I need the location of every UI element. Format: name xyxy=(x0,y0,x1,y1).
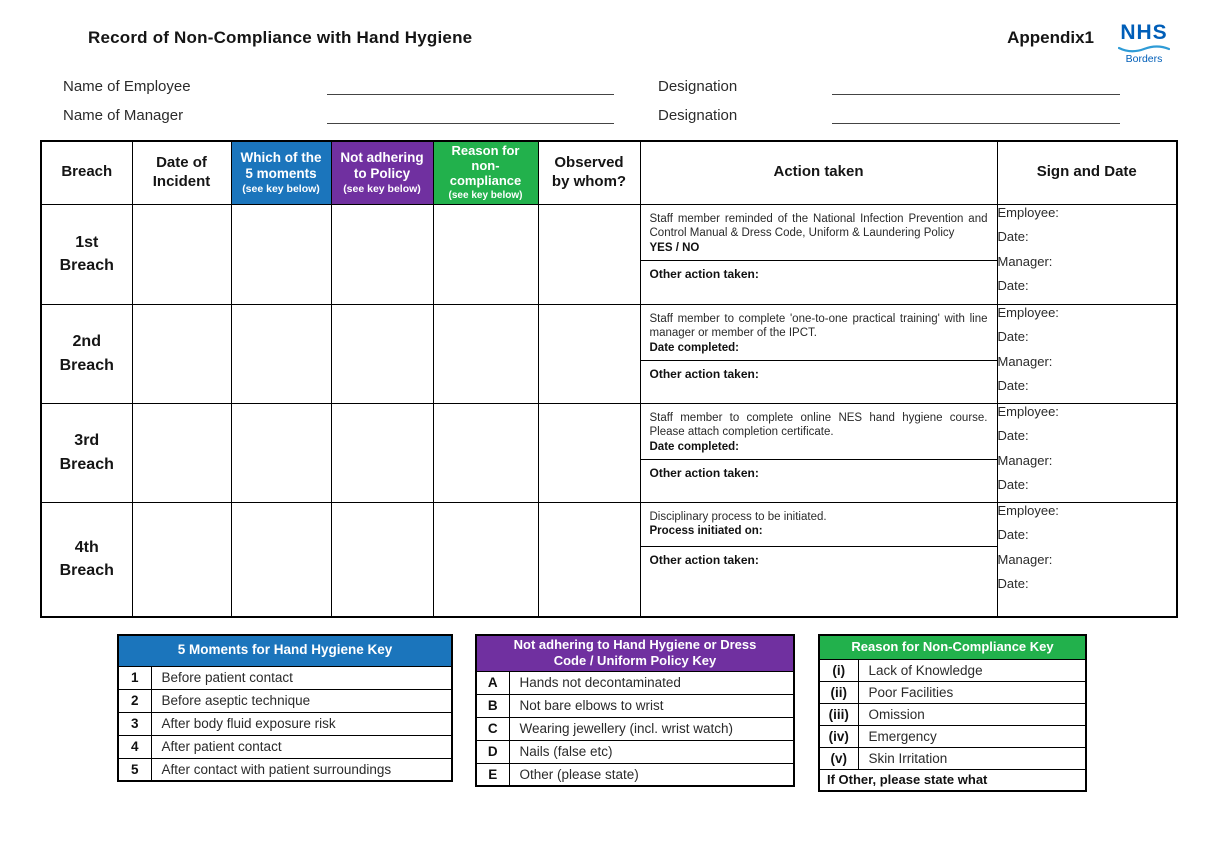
other-action-label: Other action taken: xyxy=(649,552,759,567)
manager-sign-label: Manager: xyxy=(997,452,1053,468)
key-label: Emergency xyxy=(858,725,1086,747)
key-code: C xyxy=(476,717,509,740)
key-label: Other (please state) xyxy=(509,763,794,786)
key-row xyxy=(819,703,1086,725)
key-code: (v) xyxy=(819,747,858,769)
standard-action-section xyxy=(641,404,997,461)
key-label: Poor Facilities xyxy=(858,681,1086,703)
date-column-header: Date of Incident xyxy=(132,141,231,204)
other-action-label: Other action taken: xyxy=(649,267,759,282)
reason-cell xyxy=(433,304,538,403)
key-label: Skin Irritation xyxy=(858,747,1086,769)
manager-date-label: Date: xyxy=(997,576,1029,591)
manager-date-label: Date: xyxy=(997,378,1029,393)
key-label: Not bare elbows to wrist xyxy=(509,694,794,717)
breach-label-1: 1st Breach xyxy=(41,204,132,304)
employee-sign-label: Employee: xyxy=(997,403,1059,419)
designation-line-2 xyxy=(832,95,1120,124)
sign-and-date-cell xyxy=(997,502,1177,617)
policy-cell xyxy=(331,403,433,502)
standard-action-text: Staff member to complete online NES hand hygiene course. Please attach completion certificate. xyxy=(649,411,988,439)
manager-sign-label: Manager: xyxy=(997,253,1053,269)
action-column-header: Action taken xyxy=(640,141,997,204)
policy-key-title: Not adhering to Hand Hygiene or Dress Code / Uniform Policy Key xyxy=(476,635,794,671)
non-compliance-table xyxy=(40,140,1178,618)
date-completed-label: Date completed: xyxy=(649,342,739,355)
policy-cell xyxy=(331,304,433,403)
employee-date-label: Date: xyxy=(997,229,1029,244)
key-code: (iv) xyxy=(819,725,858,747)
standard-action-text: Disciplinary process to be initiated. xyxy=(649,510,827,523)
employee-name-label: Name of Employee xyxy=(63,78,191,95)
date-completed-label: Date completed: xyxy=(649,441,739,454)
five-moments-cell xyxy=(231,304,331,403)
key-code: 1 xyxy=(118,666,151,689)
five-moments-cell xyxy=(231,204,331,304)
action-taken-cell xyxy=(640,304,997,403)
key-label: After body fluid exposure risk xyxy=(151,712,452,735)
key-tables-section xyxy=(0,634,1224,814)
policy-cell xyxy=(331,502,433,617)
name-fields-section xyxy=(63,66,1224,124)
observed-column-header: Observed by whom? xyxy=(538,141,640,204)
appendix-label: Appendix1 xyxy=(1007,28,1094,47)
observed-by-cell xyxy=(538,304,640,403)
process-initiated-label: Process initiated on: xyxy=(649,525,763,538)
manager-sign-label: Manager: xyxy=(997,353,1053,369)
key-code: B xyxy=(476,694,509,717)
five-moments-key-table xyxy=(117,634,453,782)
key-row xyxy=(118,735,452,758)
other-action-label: Other action taken: xyxy=(649,466,759,481)
breach-label-3: 3rd Breach xyxy=(41,403,132,502)
key-label: Wearing jewellery (incl. wrist watch) xyxy=(509,717,794,740)
key-label: After contact with patient surroundings xyxy=(151,758,452,781)
date-of-incident-cell xyxy=(132,304,231,403)
reason-key-footer-row xyxy=(819,769,1086,791)
employee-field-row xyxy=(63,66,1224,95)
key-label: Omission xyxy=(858,703,1086,725)
key-row xyxy=(819,725,1086,747)
reason-key-table xyxy=(818,634,1087,792)
document-header xyxy=(0,0,1224,48)
breach-label-2: 2nd Breach xyxy=(41,304,132,403)
key-label: Before patient contact xyxy=(151,666,452,689)
manager-sign-label: Manager: xyxy=(997,551,1053,567)
breach-row-4 xyxy=(41,502,1177,617)
observed-by-cell xyxy=(538,403,640,502)
key-row xyxy=(476,717,794,740)
standard-action-text: Staff member to complete 'one-to-one practical training' with line manager or member of the IPCT. xyxy=(649,312,988,340)
key-label: Hands not decontaminated xyxy=(509,671,794,694)
five-moments-cell xyxy=(231,502,331,617)
key-code: A xyxy=(476,671,509,694)
nhs-borders-logo xyxy=(1112,22,1176,66)
manager-field-row xyxy=(63,95,1224,124)
breach-label-4: 4th Breach xyxy=(41,502,132,617)
date-of-incident-cell xyxy=(132,403,231,502)
policy-key-table xyxy=(475,634,795,787)
nhs-region-text: Borders xyxy=(1125,53,1163,65)
key-code: (i) xyxy=(819,659,858,681)
key-code: D xyxy=(476,740,509,763)
other-action-label: Other action taken: xyxy=(649,367,759,382)
manager-name-line xyxy=(327,95,614,124)
key-label: Before aseptic technique xyxy=(151,689,452,712)
key-row xyxy=(118,666,452,689)
observed-by-cell xyxy=(538,502,640,617)
key-row xyxy=(819,747,1086,769)
yes-no-label: YES / NO xyxy=(649,242,700,255)
breach-column-header: Breach xyxy=(41,141,132,204)
employee-date-label: Date: xyxy=(997,527,1029,542)
key-code: 4 xyxy=(118,735,151,758)
employee-date-label: Date: xyxy=(997,329,1029,344)
key-label: Nails (false etc) xyxy=(509,740,794,763)
employee-date-label: Date: xyxy=(997,428,1029,443)
key-row xyxy=(476,740,794,763)
sign-column-header: Sign and Date xyxy=(997,141,1177,204)
standard-action-section xyxy=(641,503,997,547)
employee-sign-label: Employee: xyxy=(997,502,1059,518)
moments-key-note: (see key below) xyxy=(242,183,320,196)
reason-cell xyxy=(433,204,538,304)
five-moments-key-title: 5 Moments for Hand Hygiene Key xyxy=(118,635,452,666)
key-row xyxy=(476,694,794,717)
key-row xyxy=(819,681,1086,703)
reason-key-title: Reason for Non-Compliance Key xyxy=(819,635,1086,659)
breach-row-3 xyxy=(41,403,1177,502)
reason-column-header: Reason for non- compliance (see key below) xyxy=(433,141,538,204)
standard-action-section xyxy=(641,305,997,362)
key-row xyxy=(819,659,1086,681)
observed-by-cell xyxy=(538,204,640,304)
key-code: E xyxy=(476,763,509,786)
nhs-logo-text: NHS xyxy=(1120,21,1168,44)
standard-action-text: Staff member reminded of the National Infection Prevention and Control Manual & Dress Code, Uniform & Laundering Policy xyxy=(649,212,988,240)
sign-and-date-cell xyxy=(997,304,1177,403)
key-label: Lack of Knowledge xyxy=(858,659,1086,681)
page-title: Record of Non-Compliance with Hand Hygiene xyxy=(88,28,473,47)
employee-sign-label: Employee: xyxy=(997,304,1059,320)
breach-row-1 xyxy=(41,204,1177,304)
key-code: 5 xyxy=(118,758,151,781)
sign-and-date-cell xyxy=(997,403,1177,502)
key-row xyxy=(476,763,794,786)
key-row xyxy=(118,758,452,781)
designation-label-2: Designation xyxy=(658,107,738,124)
table-header-row xyxy=(41,141,1177,204)
reason-cell xyxy=(433,403,538,502)
if-other-label: If Other, please state what xyxy=(819,769,1086,791)
date-of-incident-cell xyxy=(132,502,231,617)
action-taken-cell xyxy=(640,502,997,617)
designation-label-1: Designation xyxy=(658,78,738,95)
key-row xyxy=(476,671,794,694)
employee-name-line xyxy=(327,66,614,95)
breach-row-2 xyxy=(41,304,1177,403)
action-taken-cell xyxy=(640,204,997,304)
sign-and-date-cell xyxy=(997,204,1177,304)
reason-key-note: (see key below) xyxy=(448,189,523,201)
reason-cell xyxy=(433,502,538,617)
key-row xyxy=(118,689,452,712)
five-moments-cell xyxy=(231,403,331,502)
policy-column-header: Not adhering to Policy (see key below) xyxy=(331,141,433,204)
key-code: 3 xyxy=(118,712,151,735)
policy-key-note: (see key below) xyxy=(343,183,421,196)
action-taken-cell xyxy=(640,403,997,502)
employee-sign-label: Employee: xyxy=(997,204,1059,220)
key-label: After patient contact xyxy=(151,735,452,758)
manager-name-label: Name of Manager xyxy=(63,107,184,124)
date-of-incident-cell xyxy=(132,204,231,304)
key-code: 2 xyxy=(118,689,151,712)
manager-date-label: Date: xyxy=(997,278,1029,293)
key-code: (iii) xyxy=(819,703,858,725)
key-code: (ii) xyxy=(819,681,858,703)
policy-cell xyxy=(331,204,433,304)
manager-date-label: Date: xyxy=(997,477,1029,492)
moments-column-header: Which of the 5 moments (see key below) xyxy=(231,141,331,204)
designation-line-1 xyxy=(832,66,1120,95)
key-row xyxy=(118,712,452,735)
standard-action-section xyxy=(641,205,997,262)
